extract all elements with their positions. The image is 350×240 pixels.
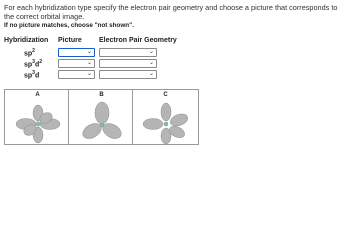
orbital-image-c xyxy=(133,90,200,146)
chevron-down-icon: ⌄ xyxy=(148,71,154,77)
picture-panel-a xyxy=(4,89,71,145)
header-picture: Picture xyxy=(58,37,82,44)
orbital-image-a xyxy=(5,90,72,146)
picture-panel-b xyxy=(68,89,135,145)
hybridization-sp3d2: $sp^3d^2$ xyxy=(24,59,43,69)
chevron-down-icon: ⌄ xyxy=(86,49,92,55)
picture-select-sp3d2[interactable] xyxy=(58,59,95,68)
instructions: For each hybridization type specify the electron pair geometry and choose a picture that corresponds to the correct orbital image. xyxy=(4,3,338,21)
picture-panel-c xyxy=(132,89,199,145)
note: If no picture matches, choose "not shown". xyxy=(4,22,134,29)
panel-label-b: B xyxy=(99,92,104,98)
hybridization-sp2: $sp^2$ xyxy=(24,48,35,58)
panel-label-a: A xyxy=(35,92,40,98)
orbital-image-b xyxy=(69,90,136,146)
picture-select-sp2[interactable] xyxy=(58,48,95,57)
hybridization-sp3d: $sp^3d$ xyxy=(24,70,40,80)
chevron-down-icon: ⌄ xyxy=(86,60,92,66)
chevron-down-icon: ⌄ xyxy=(148,60,154,66)
header-hybridization: Hybridization xyxy=(4,37,49,44)
header-geometry: Electron Pair Geometry xyxy=(99,37,177,44)
geometry-select-sp3d[interactable] xyxy=(99,70,157,79)
chevron-down-icon: ⌄ xyxy=(148,49,154,55)
geometry-select-sp2[interactable] xyxy=(99,48,157,57)
chevron-down-icon: ⌄ xyxy=(86,71,92,77)
geometry-select-sp3d2[interactable] xyxy=(99,59,157,68)
picture-select-sp3d[interactable] xyxy=(58,70,95,79)
panel-label-c: C xyxy=(163,92,168,98)
